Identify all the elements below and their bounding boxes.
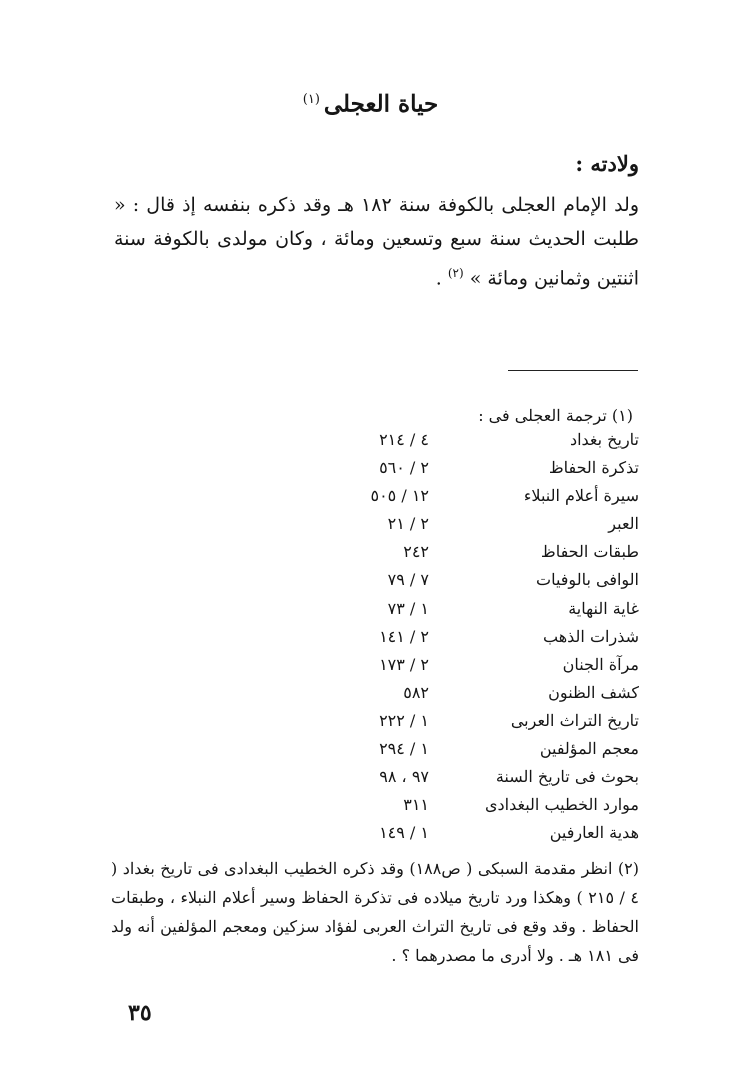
reference-title: تاريخ التراث العربى — [510, 710, 639, 730]
reference-title: معجم المؤلفين — [539, 739, 639, 759]
reference-row — [339, 795, 639, 823]
reference-title: غاية النهاية — [568, 598, 639, 618]
reference-title: العبر — [608, 514, 639, 534]
reference-value: ٣١١ — [403, 795, 429, 815]
reference-row — [339, 542, 639, 570]
reference-row — [339, 711, 639, 739]
reference-row — [339, 627, 639, 655]
reference-value: ٢٤٢ — [403, 542, 429, 562]
reference-title: شذرات الذهب — [543, 626, 639, 646]
reference-row — [339, 570, 639, 598]
reference-row — [339, 655, 639, 683]
reference-title: سيرة أعلام النبلاء — [523, 486, 639, 506]
reference-title: الوافى بالوفيات — [536, 570, 639, 590]
references-list — [339, 430, 639, 851]
body-paragraph — [114, 188, 639, 295]
reference-row — [339, 599, 639, 627]
reference-row — [339, 823, 639, 851]
reference-title: هدية العارفين — [549, 823, 639, 843]
reference-row — [339, 486, 639, 514]
reference-title: بحوث فى تاريخ السنة — [495, 767, 639, 787]
reference-value: ٢ / ١٤١ — [379, 626, 429, 646]
reference-value: ١٢ / ٥٠٥ — [370, 486, 429, 506]
title-footnote-marker: (١) — [302, 92, 320, 107]
reference-value: ١ / ٢٢٢ — [379, 710, 429, 730]
reference-title: مرآة الجنان — [562, 654, 639, 674]
reference-value: ١ / ١٤٩ — [379, 823, 429, 843]
reference-value: ١ / ٢٩٤ — [379, 739, 429, 759]
reference-row — [339, 767, 639, 795]
reference-value: ٢ / ١٧٣ — [379, 654, 429, 674]
reference-value: ٢ / ٢١ — [387, 514, 429, 534]
page-number: ٣٥ — [128, 1000, 152, 1026]
footnote-separator — [508, 370, 638, 371]
paragraph-text: ولد الإمام العجلى بالكوفة سنة ١٨٢ هـ وقد ذكره بنفسه إذ قال : « طلبت الحديث سنة سبع وتسعين ومائة ، وكان مولدى بالكوفة سنة اثنتين وثمانين ومائة » — [114, 194, 640, 290]
chapter-title — [0, 82, 741, 123]
reference-row — [339, 430, 639, 458]
reference-title: تذكرة الحفاظ — [548, 458, 639, 478]
reference-value: ٢ / ٥٦٠ — [379, 458, 429, 478]
footnote-2: (٢) انظر مقدمة السبكى ( ص١٨٨) وقد ذكره الخطيب البغدادى فى تاريخ بغداد ( ٤ / ٢١٥ ) وهكذا ورد تاريخ ميلاده فى تذكرة الحفاظ وسير أعلام النبلاء ، وطبقات الحفاظ . وقد وقع فى تاريخ التراث العربى لفؤاد سزكين ومعجم المؤلفين أنه ولد فى ١٨١ هـ . ولا أدرى ما مصدرهما ؟ . — [111, 859, 640, 965]
reference-value: ٥٨٢ — [403, 682, 429, 702]
section-heading: ولادته : — [575, 151, 639, 176]
reference-row — [339, 683, 639, 711]
chapter-title-text: حياة العجلى — [323, 90, 439, 118]
footnote-1-intro: (١) ترجمة العجلى فى : — [478, 406, 633, 425]
reference-value: ٧ / ٧٩ — [387, 570, 429, 590]
reference-row — [339, 739, 639, 767]
reference-value: ٩٧ ، ٩٨ — [379, 767, 429, 787]
reference-title: كشف الظنون — [548, 682, 639, 702]
paragraph-end: . — [435, 267, 442, 290]
reference-title: تاريخ بغداد — [569, 430, 639, 449]
reference-title: طبقات الحفاظ — [540, 542, 639, 562]
reference-title: موارد الخطيب البغدادى — [485, 795, 639, 815]
reference-row — [339, 458, 639, 486]
reference-value: ٤ / ٢١٤ — [379, 430, 429, 449]
reference-row — [339, 514, 639, 542]
paragraph-footnote-marker: (٢) — [447, 266, 464, 280]
reference-value: ١ / ٧٣ — [387, 598, 429, 618]
